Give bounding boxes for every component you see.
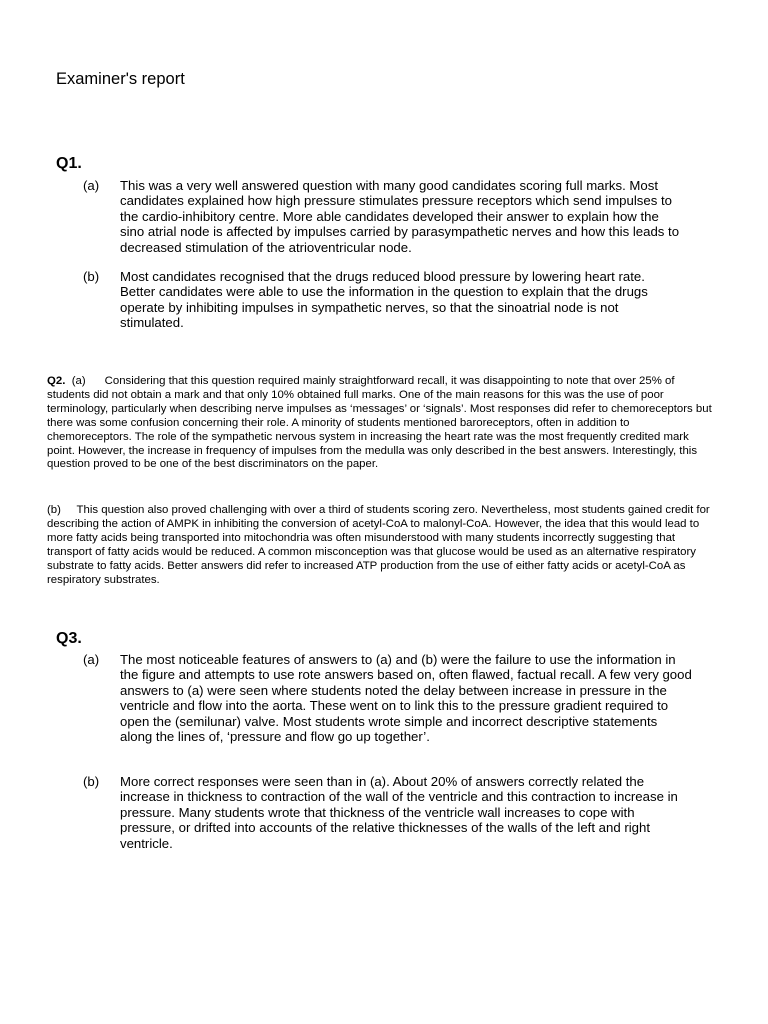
q2-part-b-text: This question also proved challenging with over a third of students scoring zero. Nevertheless, most students gained credit for describing the action of AMPK in inhibiting the conversion of acetyl-CoA to malonyl-CoA. However, the idea that this would lead to more fatty acids being transported into mitochondria was often misunderstood with many students incorrectly suggesting that transport of fatty acids would be reduced. A common misconception was that glucose would be used as an alternative respiratory substrate to fatty acids. Better answers did refer to increased ATP production from the use of either fatty acids or acetyl-CoA as respiratory substrates. [47,504,710,586]
page-title: Examiner's report [56,70,185,88]
q1-part-b [83,269,683,331]
q1-part-a [83,178,683,255]
q1-part-a-text: This was a very well answered question with many good candidates scoring full marks. Most candidates explained how high pressure stimulates pressure receptors which send impulses to the cardio-inhibitory centre. More able candidates developed their answer to explain how the sino atrial node is affected by impulses carried by parasympathetic nerves and how this leads to decreased stimulation of the atrioventricular node. [120,178,680,255]
q2-part-b [47,504,715,587]
q2-heading: Q2. [47,375,66,387]
q2-part-a [47,375,715,472]
q2-part-a-text: Considering that this question required mainly straightforward recall, it was disappointing to note that over 25% of students did not obtain a mark and that only 10% obtained full marks. One of the main reasons for this was the use of poor terminology, particularly when describing nerve impulses as ‘messages’ or ‘signals’. Most responses did refer to chemoreceptors but there was some confusion concerning their role. A minority of students mentioned baroreceptors, often in addition to chemoreceptors. The role of the sympathetic nervous system in increasing the heart rate was the most frequently credited mark point. However, the increase in frequency of impulses from the medulla was only described in the best answers. Interestingly, this question proved to be one of the best discriminators on the paper. [47,375,712,471]
q2-part-a-label: (a) [71,375,86,387]
q3-heading: Q3. [56,630,82,647]
q3-part-a-text: The most noticeable features of answers to (a) and (b) were the failure to use the information in the figure and attempts to use rote answers based on, often flawed, factual recall. A few very good answers to (a) were seen where students noted the delay between increase in pressure in the ventricle and flow into the aorta. These went on to link this to the pressure gradient required to open the (semilunar) valve. Most students wrote simple and incorrect descriptive statements along the lines of, ‘pressure and flow go up together’. [120,652,692,745]
q3-part-b-text: More correct responses were seen than in (a). About 20% of answers correctly related the increase in thickness to contraction of the wall of the ventricle and this contraction to increase in pressure. Many students wrote that thickness of the ventricle wall increases to cope with pressure, or drifted into accounts of the relative thicknesses of the walls of the left and right ventricle. [120,774,678,851]
q1-part-a-label: (a) [83,178,100,193]
q1-heading: Q1. [56,155,82,172]
q3-part-a [83,652,693,744]
q3-part-a-label: (a) [83,652,100,667]
q1-part-b-label: (b) [83,269,100,284]
q3-part-b [83,774,693,851]
q3-part-b-label: (b) [83,774,100,789]
q1-part-b-text: Most candidates recognised that the drugs reduced blood pressure by lowering heart rate. Better candidates were able to use the information in the question to explain that the drugs operate by inhibiting impulses in sympathetic nerves, so that the sinoatrial node is not stimulated. [120,269,648,331]
q2-part-b-label: (b) [47,504,61,516]
